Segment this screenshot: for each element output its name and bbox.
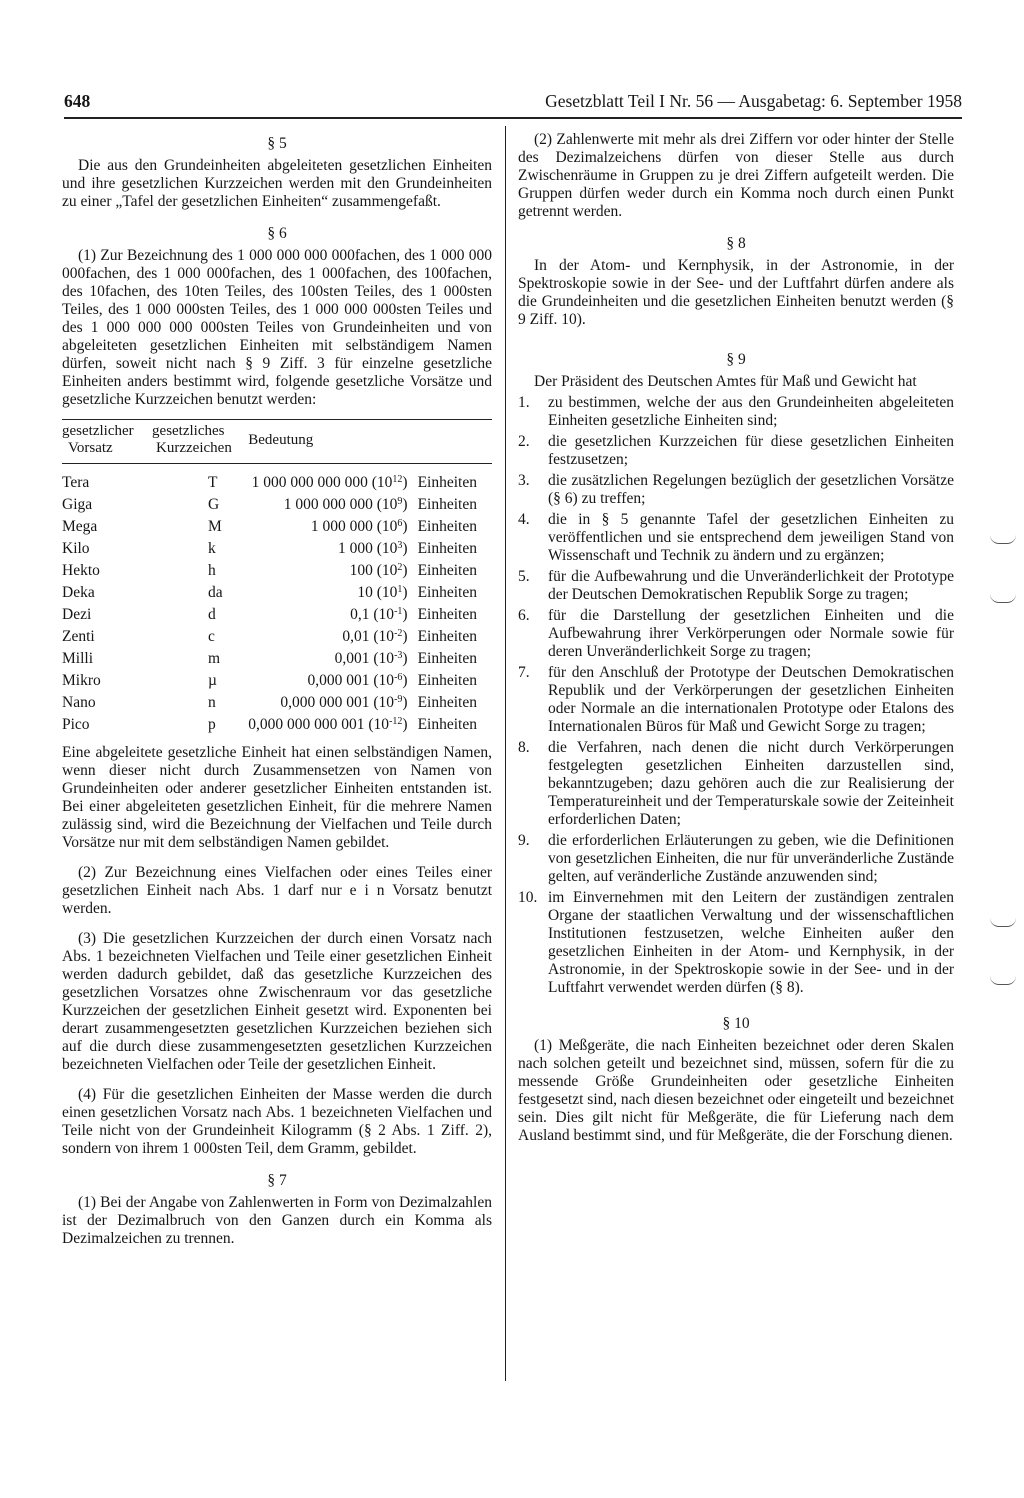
prefix-symbol: m xyxy=(208,650,221,667)
list-item-number: 4. xyxy=(518,511,530,528)
list-item-number: 8. xyxy=(518,739,530,756)
prefix-name: Giga xyxy=(62,496,93,513)
table-row xyxy=(62,714,492,736)
prefix-value: 0,001 $(10^{-3})$ xyxy=(334,650,408,667)
section-10-heading: § 10 xyxy=(722,1015,750,1032)
list-item xyxy=(518,511,954,565)
prefix-exponent: -1 xyxy=(394,606,403,617)
section-7-paragraph-1: (1) Bei der Angabe von Zahlenwerten in Form von Dezimalzahlen ist der Dezimalbruch von den Ganzen durch ein Komma als Dezimalzeichen zu trennen. xyxy=(62,1194,492,1247)
section-7-paragraph-2: (2) Zahlenwerte mit mehr als drei Ziffern vor oder hinter der Stelle des Dezimalzeichens dürfen von dieser Stelle aus durch Zwischenräume in Gruppen zu je drei Ziffern aufgeteilt werden. Die Gruppen dürfen weder durch ein Komma noch durch einen Punkt getrennt werden. xyxy=(518,131,954,220)
prefix-exponent: -12 xyxy=(389,716,403,727)
prefix-value: 0,01 $(10^{-2})$ xyxy=(342,628,408,645)
prefix-name: Hekto xyxy=(62,562,100,579)
prefix-value: 1 000 000 000 000 $(10^{12})$ xyxy=(251,474,408,491)
prefix-name: Nano xyxy=(62,694,96,711)
page-number: 648 xyxy=(64,91,91,111)
left-column xyxy=(62,131,492,1248)
prefix-name: Milli xyxy=(62,650,94,667)
list-item xyxy=(518,607,954,661)
prefix-symbol: k xyxy=(208,540,216,557)
list-item xyxy=(518,394,954,430)
section-6-paragraph-1: (1) Zur Bezeichnung des 1 000 000 000 000fachen, des 1 000 000 000fachen, des 1 000 000fachen, des 1 000fachen, des 100fachen, des 10fachen, des 10ten Teiles, des 100sten Teiles, des 1 000sten Teiles, des 1 000 000sten Teiles, des 1 000 000 000sten Teiles und des 1 000 000 000 000sten Teiles von Grundeinheiten und von abgeleiteten gesetzlichen Einheiten mit selbständigem Namen dürfen, soweit nicht nach § 9 Ziff. 3 für einzelne gesetzliche Einheiten anders bestimmt wird, folgende gesetzliche Vorsätze und gesetzliche Kurzzeichen benutzt werden: xyxy=(62,247,492,408)
margin-mark xyxy=(990,594,1016,603)
table-row xyxy=(62,648,492,670)
prefix-unit: Einheiten xyxy=(417,716,477,733)
margin-mark xyxy=(990,535,1016,544)
table-row xyxy=(62,464,492,495)
list-item-text: im Einvernehmen mit den Leitern der zuständigen zentralen Organe der staatlichen Verwaltung und der wissenschaftlichen Institutionen festzusetzen, welche Einheiten außer den gesetzlichen Einheiten in der Atom- und Kernphysik, in der Astronomie, in der Spektroskopie sowie in der See- und in der Luftfahrt verwendet werden dürfen (§ 8). xyxy=(548,889,954,996)
prefix-unit: Einheiten xyxy=(417,496,477,513)
prefix-unit: Einheiten xyxy=(417,584,477,601)
prefix-unit: Einheiten xyxy=(417,672,477,689)
list-item-text: die zusätzlichen Regelungen bezüglich der gesetzlichen Vorsätze (§ 6) zu treffen; xyxy=(548,472,954,507)
list-item xyxy=(518,568,954,604)
list-item-text: für den Anschluß der Prototype der Deutschen Demokratischen Republik und der Verkörperungen der gesetzlichen Einheiten oder Normale an die internationalen Prototype oder Etalons des Internationalen Büros für Maß und Gewicht Sorge zu tragen; xyxy=(548,664,954,735)
running-title: Gesetzblatt Teil I Nr. 56 — Ausgabetag: 6. September 1958 xyxy=(545,91,962,111)
list-item xyxy=(518,739,954,829)
prefix-value: 100 $(10^2)$ xyxy=(349,562,408,579)
list-item-text: die in § 5 genannte Tafel der gesetzlichen Einheiten zu veröffentlichen und sie entsprechend dem jeweiligen Stand von Wissenschaft und Technik zu ändern und zu ergänzen; xyxy=(548,511,954,564)
list-item xyxy=(518,664,954,736)
section-6-paragraph-2: (2) Zur Bezeichnung eines Vielfachen oder eines Teiles einer gesetzlichen Einheit nach Abs. 1 darf nur e i n Vorsatz benutzt werden. xyxy=(62,864,492,917)
prefix-unit: Einheiten xyxy=(417,562,477,579)
prefix-symbol: M xyxy=(208,518,222,535)
prefix-name: Tera xyxy=(62,474,90,491)
list-item-text: die Verfahren, nach denen die nicht durch Verkörperungen festgelegten gesetzlichen Einheiten darzustellen sind, bekanntzugeben; dazu gehören auch die zur Realisierung der Temperatureinheit und der Temperaturskale sowie der Zeiteinheit erforderlichen Daten; xyxy=(548,739,954,828)
list-item-number: 5. xyxy=(518,568,530,585)
prefix-table-body xyxy=(62,464,492,737)
prefix-value: 0,000 001 $(10^{-6})$ xyxy=(307,672,408,689)
prefix-symbol: µ xyxy=(208,672,217,689)
table-row xyxy=(62,538,492,560)
section-9-intro: Der Präsident des Deutschen Amtes für Maß und Gewicht hat xyxy=(534,373,917,390)
prefix-unit: Einheiten xyxy=(417,474,477,491)
table-row xyxy=(62,692,492,714)
prefix-name: Kilo xyxy=(62,540,90,557)
prefix-symbol: G xyxy=(208,496,220,513)
list-item-number: 3. xyxy=(518,472,530,489)
prefix-exponent: 12 xyxy=(392,474,403,485)
section-8-paragraph: In der Atom- und Kernphysik, in der Astronomie, in der Spektroskopie sowie in der See- und der Luftfahrt dürfen andere als die Grundeinheiten und die gesetzlichen Einheiten benutzt werden (§ 9 Ziff. 10). xyxy=(518,257,954,328)
col-header-symbol: gesetzliches Kurzzeichen xyxy=(152,420,248,464)
section-6-paragraph-1b: Eine abgeleitete gesetzliche Einheit hat einen selbständigen Namen, wenn dieser nicht durch Zusammensetzen von Namen von Grundeinheiten oder anderer gesetzlicher Einheiten entstanden ist. Bei einer abgeleiteten gesetzlichen Einheit, für die mehrere Namen zulässig sind, wird die Bezeichnung der Vielfachen und Teile durch Vorsätze nur mit dem selbständigen Namen gebildet. xyxy=(62,744,492,851)
prefix-value: 10 $(10^1)$ xyxy=(357,584,408,601)
section-10-paragraph-1: (1) Meßgeräte, die nach Einheiten bezeichnet oder deren Skalen nach solchen geteilt und bezeichnet sind, müssen, sofern für die zu messende Größe Grundeinheiten oder gesetzliche Einheiten festgesetzt sind, nach diesen bezeichnet oder eingeteilt und bezeichnet sein. Dies gilt nicht für Meßgeräte, die für Lieferung nach dem Ausland bestimmt sind, und für Meßgeräte, die der Forschung dienen. xyxy=(518,1037,954,1144)
prefix-exponent: -2 xyxy=(394,628,403,639)
table-row xyxy=(62,604,492,626)
prefix-exponent: 6 xyxy=(397,518,403,529)
list-item-text: für die Darstellung der gesetzlichen Einheiten und die Aufbewahrung ihrer Verkörperungen oder Normale sowie für deren Unveränderlichkeit Sorge zu tragen; xyxy=(548,607,954,660)
list-item-number: 2. xyxy=(518,433,530,450)
section-6-paragraph-3: (3) Die gesetzlichen Kurzzeichen der durch einen Vorsatz nach Abs. 1 bezeichneten Vielfachen und Teile einer gesetzlichen Einheit werden dadurch gebildet, daß das gesetzliche Kurzzeichen des gesetzlichen Vorsatzes ohne Zwischenraum vor das gesetzliche Kurzzeichen der gesetzlichen Einheit gesetzt wird. Exponenten bei derart zusammengesetzten gesetzlichen Kurzzeichen beziehen sich auf die durch diese zusammengesetzten gesetzlichen Kurzzeichen bezeichneten Vielfachen oder Teile der gesetzlichen Einheit. xyxy=(62,930,492,1073)
prefix-value: 1 000 $(10^3)$ xyxy=(337,540,408,557)
prefix-symbol: T xyxy=(208,474,218,491)
page-header xyxy=(64,92,962,116)
right-column xyxy=(518,131,954,1145)
prefix-name: Pico xyxy=(62,716,90,733)
table-row xyxy=(62,516,492,538)
prefix-exponent: 1 xyxy=(397,584,403,595)
table-row xyxy=(62,560,492,582)
section-5-paragraph: Die aus den Grundeinheiten abgeleiteten gesetzlichen Einheiten und ihre gesetzlichen Kurzzeichen werden mit den Grundeinheiten zu einer „Tafel der gesetzlichen Einheiten“ zusammengefaßt. xyxy=(62,157,492,210)
column-divider xyxy=(505,126,506,1381)
list-item-text: für die Aufbewahrung und die Unveränderlichkeit der Prototype der Deutschen Demokratischen Republik Sorge zu tragen; xyxy=(548,568,954,603)
prefix-value: 0,1 $(10^{-1})$ xyxy=(350,606,408,623)
col-header-prefix: gesetzlicher Vorsatz xyxy=(62,420,152,464)
prefix-exponent: -6 xyxy=(394,672,403,683)
prefix-symbol: p xyxy=(208,716,216,733)
prefix-exponent: -3 xyxy=(394,650,403,661)
margin-mark xyxy=(990,976,1016,985)
prefix-table xyxy=(62,419,492,736)
list-item-text: die erforderlichen Erläuterungen zu geben, wie die Definitionen von gesetzlichen Einheiten, die nur für unveränderliche Zustände gelten, auf veränderliche Zustände anzuwenden sind; xyxy=(548,832,954,885)
prefix-name: Mega xyxy=(62,518,98,535)
prefix-value: 0,000 000 000 001 $(10^{-12})$ xyxy=(248,716,408,733)
section-8-heading: § 8 xyxy=(726,235,746,252)
list-item xyxy=(518,433,954,469)
list-item-number: 6. xyxy=(518,607,530,624)
prefix-symbol: d xyxy=(208,606,216,623)
section-6-paragraph-4: (4) Für die gesetzlichen Einheiten der Masse werden die durch einen gesetzlichen Vorsatz nach Abs. 1 bezeichneten Vielfachen und Teile nicht von der Grundeinheit Kilogramm (§ 2 Abs. 1 Ziff. 2), sondern von ihrem 1 000sten Teil, dem Gramm, gebildet. xyxy=(62,1086,492,1157)
prefix-name: Deka xyxy=(62,584,95,601)
margin-mark xyxy=(990,918,1016,927)
list-item xyxy=(518,889,954,997)
table-row xyxy=(62,494,492,516)
prefix-unit: Einheiten xyxy=(417,694,477,711)
section-5-heading: § 5 xyxy=(267,135,287,152)
prefix-unit: Einheiten xyxy=(417,518,477,535)
section-9-list xyxy=(518,394,954,997)
table-row xyxy=(62,626,492,648)
prefix-symbol: da xyxy=(208,584,223,601)
table-row xyxy=(62,582,492,604)
col-header-meaning: Bedeutung xyxy=(248,420,492,464)
list-item-number: 1. xyxy=(518,394,530,411)
prefix-unit: Einheiten xyxy=(417,540,477,557)
prefix-unit: Einheiten xyxy=(417,606,477,623)
list-item-number: 7. xyxy=(518,664,530,681)
prefix-name: Mikro xyxy=(62,672,101,689)
prefix-value: 1 000 000 000 $(10^9)$ xyxy=(283,496,408,513)
list-item-number: 10. xyxy=(518,889,538,906)
table-row xyxy=(62,670,492,692)
prefix-unit: Einheiten xyxy=(417,650,477,667)
prefix-value: 1 000 000 $(10^6)$ xyxy=(310,518,408,535)
list-item-number: 9. xyxy=(518,832,530,849)
prefix-symbol: h xyxy=(208,562,216,579)
prefix-unit: Einheiten xyxy=(417,628,477,645)
section-7-heading: § 7 xyxy=(267,1172,287,1189)
header-rule xyxy=(64,117,962,119)
prefix-name: Zenti xyxy=(62,628,95,645)
prefix-exponent: -9 xyxy=(394,694,403,705)
section-9-heading: § 9 xyxy=(726,351,746,368)
prefix-symbol: n xyxy=(208,694,216,711)
list-item-text: zu bestimmen, welche der aus den Grundeinheiten abgeleiteten Einheiten gesetzliche Einheiten sind; xyxy=(548,394,954,429)
list-item xyxy=(518,472,954,508)
prefix-symbol: c xyxy=(208,628,215,645)
prefix-value: 0,000 000 001 $(10^{-9})$ xyxy=(280,694,408,711)
prefix-exponent: 3 xyxy=(397,540,403,551)
section-6-heading: § 6 xyxy=(267,225,287,242)
list-item xyxy=(518,832,954,886)
prefix-exponent: 2 xyxy=(397,562,403,573)
prefix-table-header xyxy=(62,420,492,464)
prefix-name: Dezi xyxy=(62,606,92,623)
list-item-text: die gesetzlichen Kurzzeichen für diese gesetzlichen Einheiten festzusetzen; xyxy=(548,433,954,468)
prefix-exponent: 9 xyxy=(397,496,403,507)
